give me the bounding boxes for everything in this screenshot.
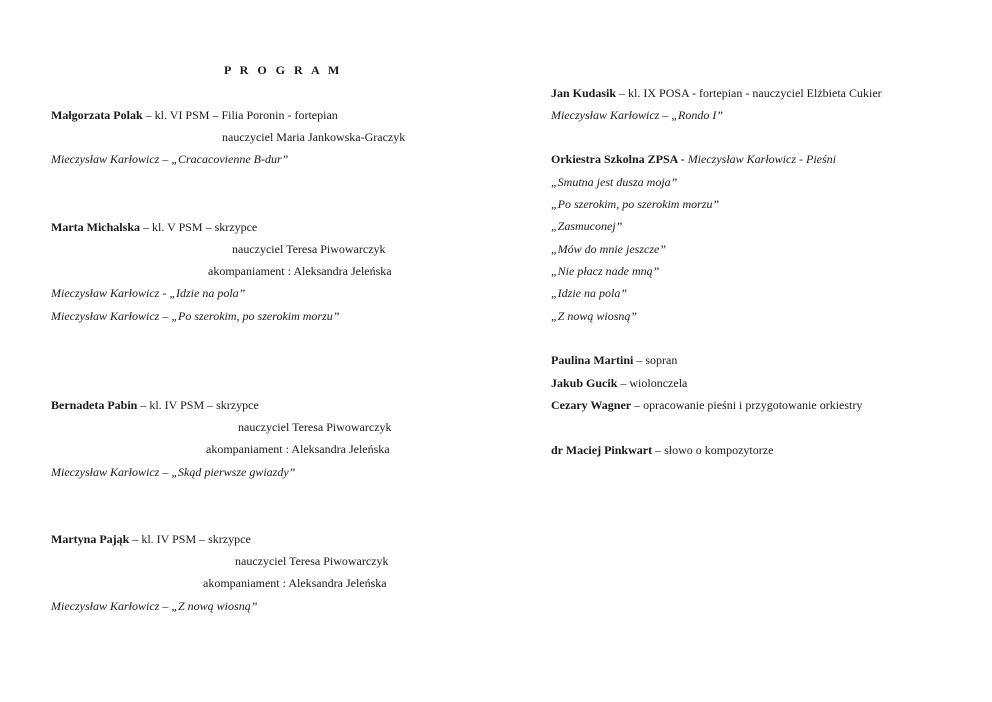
work-line: Mieczysław Karłowicz – „Z nową wiosną” — [51, 599, 258, 613]
song-item: „Idzie na pola” — [551, 286, 628, 300]
performer-line — [51, 398, 259, 412]
performer-name: Bernadeta Pabin — [51, 398, 138, 412]
separator: – — [140, 220, 152, 234]
performer-name: Jakub Gucik — [551, 376, 618, 390]
performer-line — [551, 86, 882, 100]
separator: – — [137, 398, 150, 412]
work-line: Mieczysław Karłowicz – „Cracacovienne B-dur” — [51, 152, 289, 166]
speaker-line — [551, 443, 773, 457]
performer-name: Jan Kudasik — [551, 86, 617, 100]
work-line: Mieczysław Karłowicz - „Idzie na pola” — [51, 286, 246, 300]
teacher-line: nauczyciel Teresa Piwowarczyk — [238, 420, 392, 434]
performer-line — [551, 398, 862, 412]
song-item: „Smutna jest dusza moja” — [551, 175, 678, 189]
accompanist-line: akompaniament : Aleksandra Jeleńska — [206, 442, 390, 456]
performer-name: Martyna Pająk — [51, 532, 130, 546]
performer-name: Cezary Wagner — [551, 398, 632, 412]
performer-line — [51, 220, 257, 234]
work-line: Mieczysław Karłowicz – „Skąd pierwsze gwiazdy” — [51, 465, 296, 479]
performer-class: kl. VI PSM – Filia Poronin - fortepian — [154, 108, 338, 122]
separator: – — [129, 532, 142, 546]
accompanist-line: akompaniament : Aleksandra Jeleńska — [203, 576, 387, 590]
song-item: „Zasmuconej” — [551, 219, 623, 233]
orchestra-heading: Mieczysław Karłowicz - Pieśni — [687, 152, 837, 166]
orchestra-line — [551, 152, 836, 166]
speaker-name: dr Maciej Pinkwart — [551, 443, 653, 457]
performer-name: Paulina Martini — [551, 353, 634, 367]
song-item: „Po szerokim, po szerokim morzu” — [551, 197, 720, 211]
performer-class: kl. IV PSM – skrzypce — [141, 532, 251, 546]
work-line: Mieczysław Karłowicz – „Po szerokim, po szerokim morzu” — [51, 309, 340, 323]
performer-line — [51, 532, 251, 546]
accompanist-line: akompaniament : Aleksandra Jeleńska — [208, 264, 392, 278]
performer-role: – sopran — [633, 353, 678, 367]
performer-role: – wiolonczela — [617, 376, 688, 390]
teacher-line: nauczyciel Teresa Piwowarczyk — [232, 242, 386, 256]
performer-name: Małgorzata Polak — [51, 108, 143, 122]
performer-class: kl. V PSM – skrzypce — [152, 220, 258, 234]
performer-name: Marta Michalska — [51, 220, 140, 234]
performer-line — [51, 108, 338, 122]
teacher-line: nauczyciel Teresa Piwowarczyk — [235, 554, 389, 568]
performer-role: – opracowanie pieśni i przygotowanie orkiestry — [631, 398, 863, 412]
performer-class: kl. IX POSA - fortepian - nauczyciel Elżbieta Cukier — [628, 86, 882, 100]
song-item: „Mów do mnie jeszcze” — [551, 242, 666, 256]
speaker-role: – słowo o kompozytorze — [652, 443, 774, 457]
song-item: „Z nową wiosną” — [551, 309, 638, 323]
teacher-line: nauczyciel Maria Jankowska-Graczyk — [222, 130, 406, 144]
separator: – — [142, 108, 155, 122]
page-title: P R O G R A M — [224, 63, 343, 77]
separator: – — [616, 86, 629, 100]
orchestra-name: Orkiestra Szkolna ZPSA - — [551, 152, 688, 166]
work-line: Mieczysław Karłowicz – „Rondo I” — [551, 108, 724, 122]
performer-line — [551, 376, 687, 390]
song-item: „Nie płacz nade mną” — [551, 264, 660, 278]
performer-line — [551, 353, 677, 367]
performer-class: kl. IV PSM – skrzypce — [149, 398, 259, 412]
